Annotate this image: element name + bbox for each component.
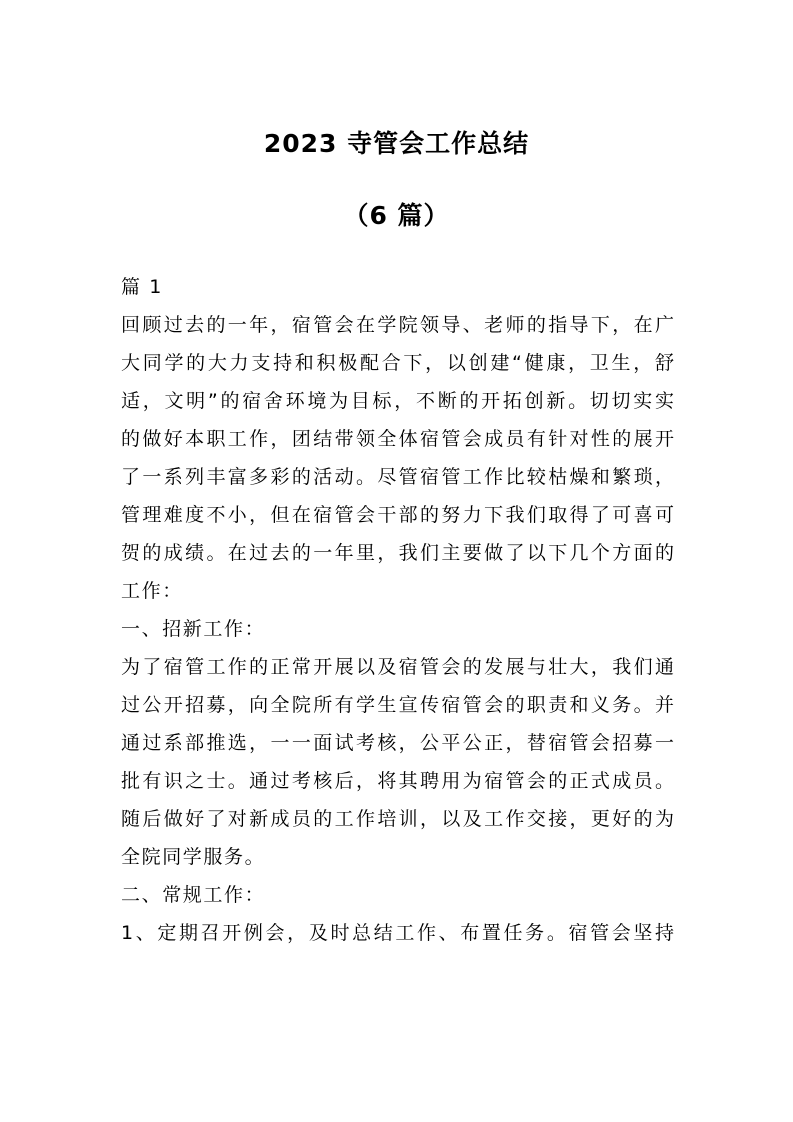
- section-heading: 二、常规工作：: [121, 884, 266, 906]
- section-heading: 篇 1: [121, 276, 163, 298]
- paragraph-line: 管理难度不小，但在宿管会干部的努力下我们取得了可喜可: [121, 504, 674, 526]
- section-heading: 一、招新工作：: [121, 618, 266, 640]
- paragraph-line: 大同学的大力支持和积极配合下，以创建“健康，卫生，舒: [121, 352, 674, 374]
- paragraph-line: 批有识之士。通过考核后，将其聘用为宿管会的正式成员。: [121, 770, 674, 792]
- paragraph-line: 的做好本职工作，团结带领全体宿管会成员有针对性的展开: [121, 428, 674, 450]
- paragraph-line: 1、定期召开例会，及时总结工作、布置任务。宿管会坚持: [121, 922, 674, 944]
- paragraph-line: 全院同学服务。: [121, 846, 266, 868]
- paragraph-line: 通过系部推选，一一面试考核，公平公正，替宿管会招募一: [121, 732, 674, 754]
- paragraph-line: 适，文明”的宿舍环境为目标，不断的开拓创新。切切实实: [121, 390, 674, 412]
- paragraph-line: 了一系列丰富多彩的活动。尽管宿管工作比较枯燥和繁琐，: [121, 466, 674, 488]
- paragraph-line: 随后做好了对新成员的工作培训，以及工作交接，更好的为: [121, 808, 674, 830]
- document-title: 2023 寺管会工作总结: [263, 129, 530, 158]
- paragraph-line: 回顾过去的一年，宿管会在学院领导、老师的指导下，在广: [121, 314, 674, 336]
- paragraph-line: 过公开招募，向全院所有学生宣传宿管会的职责和义务。并: [121, 694, 674, 716]
- document-body: [121, 268, 674, 952]
- paragraph-line: 贺的成绩。在过去的一年里，我们主要做了以下几个方面的: [121, 542, 674, 564]
- paragraph-line: 工作：: [121, 580, 183, 602]
- paragraph-line: 为了宿管工作的正常开展以及宿管会的发展与壮大，我们通: [121, 656, 674, 678]
- document-subtitle: （6 篇）: [343, 201, 450, 230]
